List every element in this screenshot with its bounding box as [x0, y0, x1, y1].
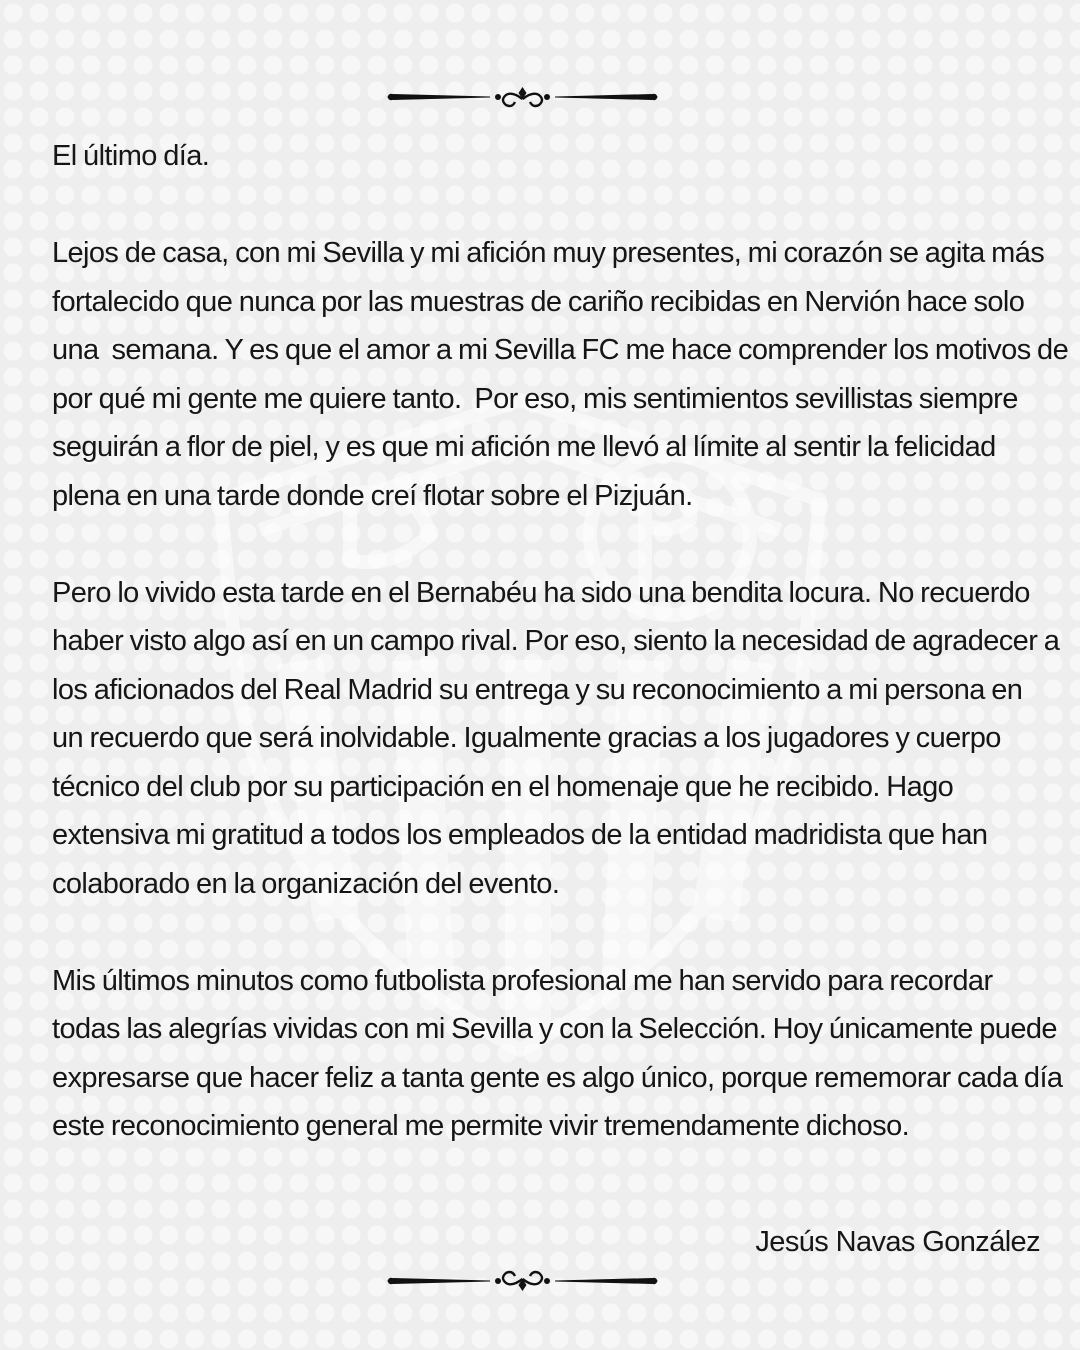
paragraph-3-line-3: expresarse que hacer feliz a tanta gente es algo único, porque rememorar cada día — [52, 1061, 1063, 1094]
paragraph-3-line-4: este reconocimiento general me permite vivir tremendamente dichoso. — [52, 1110, 910, 1142]
bottom-flourish-divider-icon — [385, 1267, 660, 1297]
paragraph-3-line-2: todas las alegrías vividas con mi Sevilla y con la Selección. Hoy únicamente puede — [52, 1013, 1057, 1045]
paragraph-2-line-3: los aficionados del Real Madrid su entrega y su reconocimiento a mi persona en — [52, 673, 1023, 706]
top-flourish-divider-icon — [385, 81, 660, 111]
paragraph-2-line-7: colaborado en la organización del evento. — [52, 867, 560, 900]
paragraph-1-line-5: seguirán a flor de piel, y es que mi afición me llevó al límite al sentir la felicidad — [52, 431, 996, 463]
paragraph-spacer — [52, 908, 1042, 957]
paragraph-1-line-3: una semana. Y es que el amor a mi Sevilla FC me hace comprender los motivos de — [52, 334, 1069, 366]
paragraph-2-line-6: extensiva mi gratitud a todos los empleados de la entidad madridista que han — [52, 819, 988, 851]
letter-body — [52, 132, 1069, 1151]
paragraph-2-line-5: técnico del club por su participación en el homenaje que he recibido. Hago — [52, 770, 954, 803]
paragraph-2-line-4: un recuerdo que será inolvidable. Igualmente gracias a los jugadores y cuerpo — [52, 722, 1001, 754]
paragraph-2-line-2: haber visto algo así en un campo rival. Por eso, siento la necesidad de agradecer a — [52, 625, 1060, 657]
paragraph-1-line-4: por qué mi gente me quiere tanto. Por eso, mis sentimientos sevillistas siempre — [52, 382, 1018, 415]
paragraph-3-line-1: Mis últimos minutos como futbolista profesional me han servido para recordar — [52, 964, 993, 997]
signature: Jesús Navas González — [755, 1226, 1040, 1258]
paragraph-1-line-6: plena en una tarde donde creí flotar sobre el Pizjuán. — [52, 479, 693, 512]
paragraph-spacer — [52, 181, 1042, 230]
paragraph-spacer — [52, 520, 1042, 569]
letter-title: El último día. — [52, 140, 210, 172]
paragraph-2-line-1: Pero lo vivido esta tarde en el Bernabéu ha sido una bendita locura. No recuerdo — [52, 576, 1030, 609]
paragraph-1-line-2: fortalecido que nunca por las muestras de cariño recibidas en Nervión hace solo — [52, 285, 1025, 318]
paragraph-1-line-1: Lejos de casa, con mi Sevilla y mi afición muy presentes, mi corazón se agita más — [52, 237, 1045, 269]
